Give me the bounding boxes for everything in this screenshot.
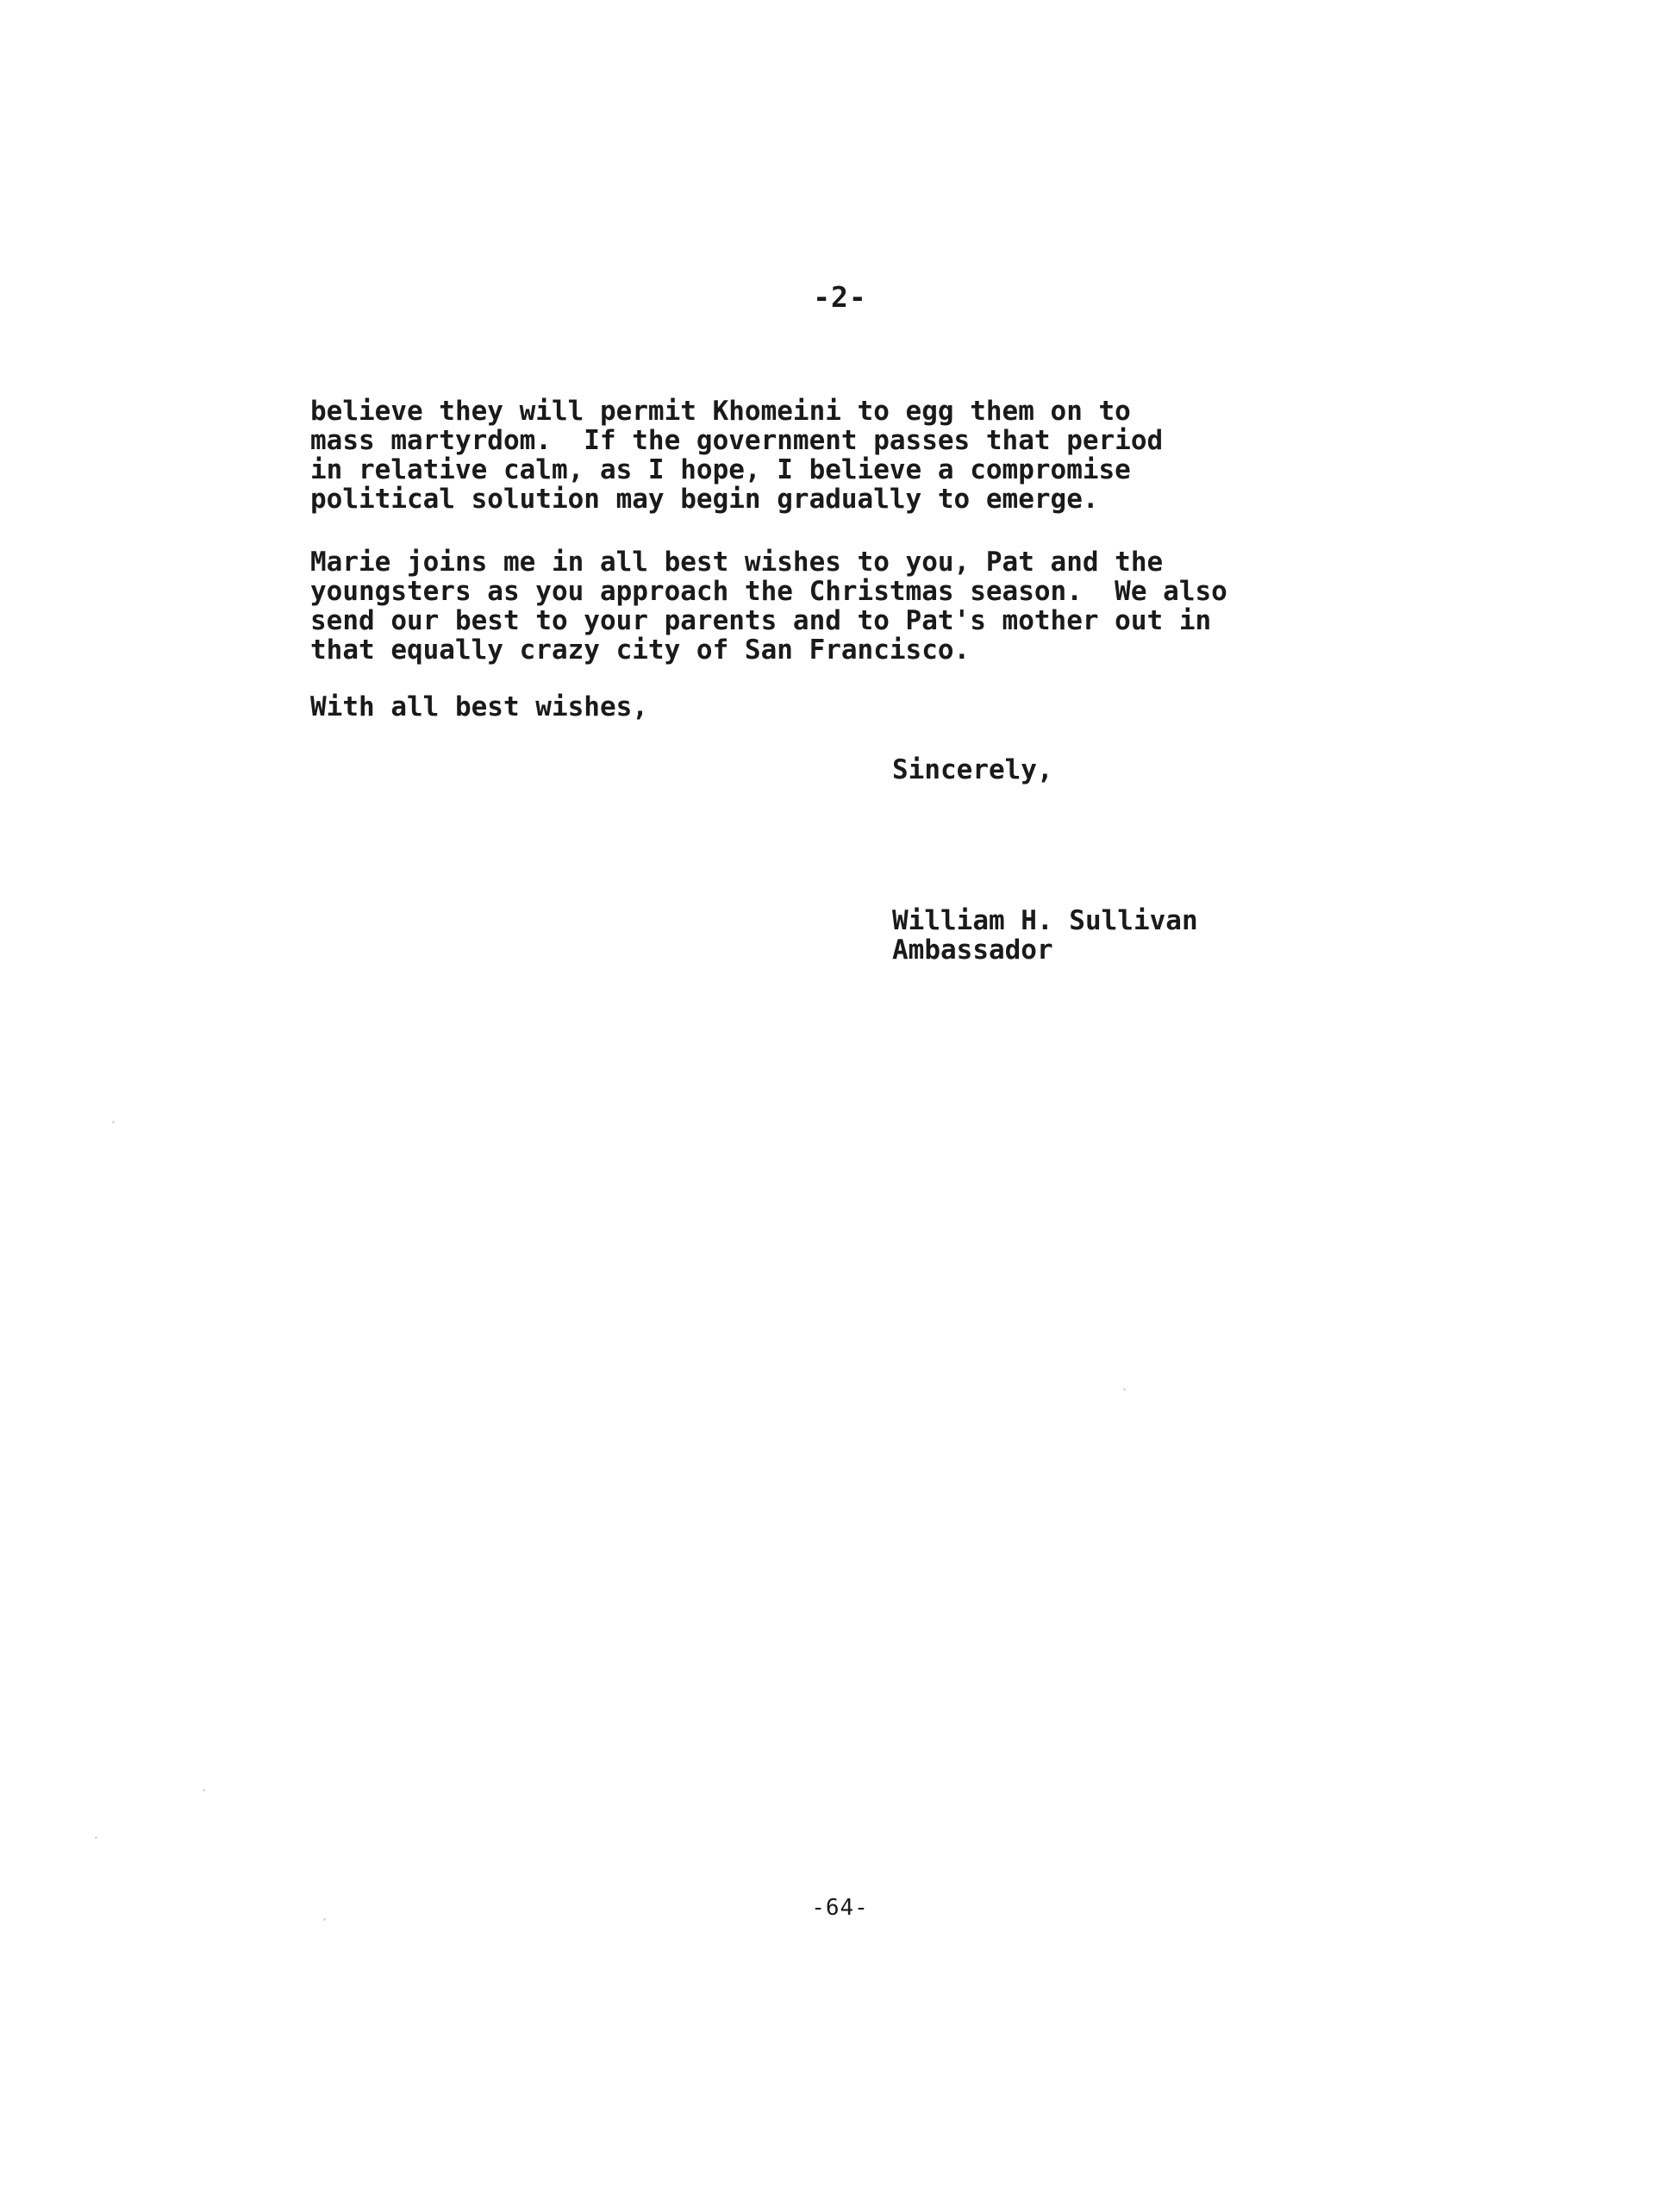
paragraph-1-line: political solution may begin gradually to emerge. <box>310 484 1099 515</box>
complimentary-close: Sincerely, <box>892 754 1053 785</box>
scan-speck <box>323 1918 326 1921</box>
scan-speck <box>112 1121 115 1123</box>
paragraph-1-line: believe they will permit Khomeini to egg them on to <box>310 396 1131 427</box>
paragraph-1-line: in relative calm, as I hope, I believe a compromise <box>310 454 1131 485</box>
signer-title: Ambassador <box>892 935 1053 966</box>
closing-wishes: With all best wishes, <box>310 691 648 722</box>
signer-name: William H. Sullivan <box>892 905 1198 936</box>
scan-speck <box>203 1789 205 1791</box>
page-marker: -2- <box>813 280 867 314</box>
paragraph-2-line: that equally crazy city of San Francisco. <box>310 635 971 666</box>
scan-speck <box>95 1836 97 1839</box>
scan-speck <box>1123 1388 1126 1391</box>
paragraph-2-line: Marie joins me in all best wishes to you, Pat and the <box>310 547 1164 578</box>
paragraph-1-line: mass martyrdom. If the government passes that period <box>310 425 1164 456</box>
paragraph-2-line: send our best to your parents and to Pat's mother out in <box>310 605 1212 636</box>
paragraph-2-line: youngsters as you approach the Christmas season. We also <box>310 576 1227 607</box>
page-number: -64- <box>811 1895 869 1921</box>
